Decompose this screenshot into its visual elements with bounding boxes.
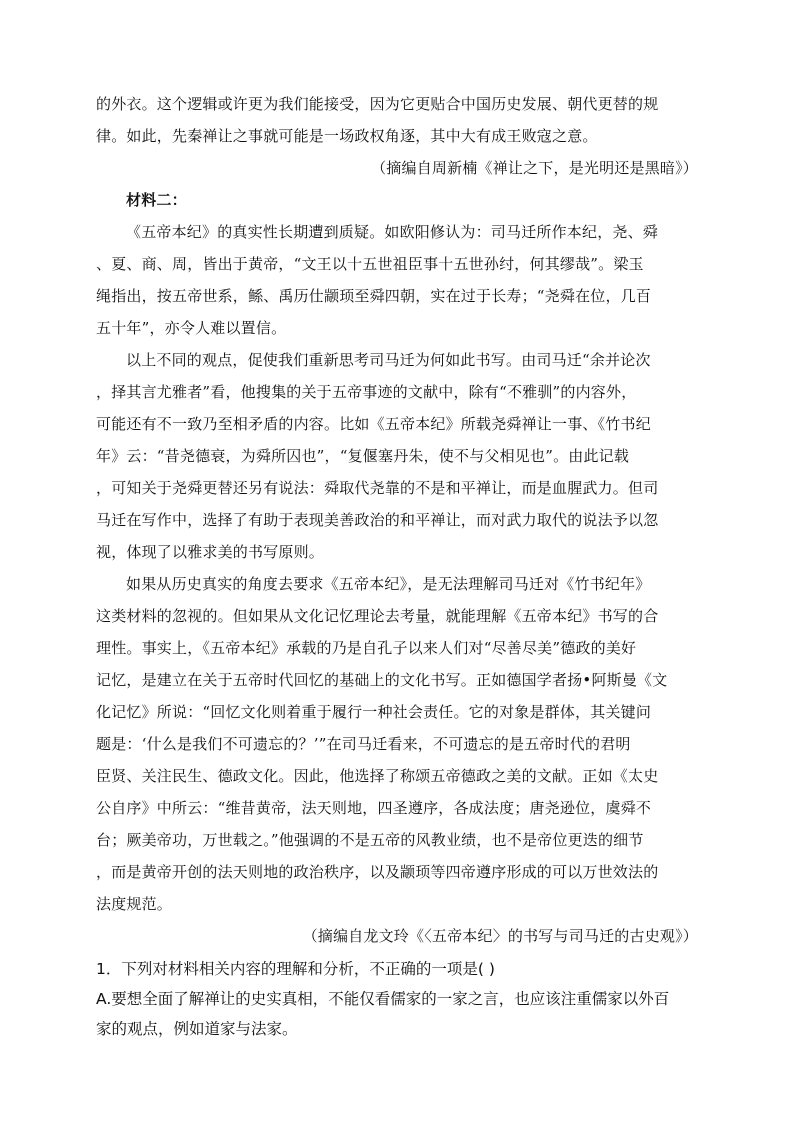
question-stem: 1．下列对材料相关内容的理解和分析，不正确的一项是( ) [96, 960, 495, 978]
option-a-line: A.要想全面了解禅让的史实真相，不能仅看儒家的一家之言，也应该注重儒家以外百 [96, 990, 670, 1008]
text-line: 视，体现了以雅求美的书写原则。 [96, 543, 325, 561]
text-line: 律。如此，先秦禅让之事就可能是一场政权角逐，其中大有成王败寇之意。 [96, 127, 598, 145]
text-line: 记忆，是建立在关于五帝时代回忆的基础上的文化书写。正如德国学者扬•阿斯曼《文 [96, 671, 668, 689]
option-a-line: 家的观点，例如道家与法家。 [96, 1020, 298, 1038]
text-line: 以上不同的观点，促使我们重新思考司马迁为何如此书写。由司马迁“余并论次 [126, 351, 651, 369]
material-two-source: （摘编自龙文玲《〈五帝本纪〉的书写与司马迁的古史观》） [302, 927, 698, 945]
text-line: 法度规范。 [96, 895, 173, 913]
paragraph [96, 216, 698, 344]
paragraph [96, 344, 698, 568]
text-line: 化记忆》所说：“回忆文化则着重于履行一种社会责任。它的对象是群体，其关键问 [96, 703, 652, 721]
text-line: 这类材料的忽视的。但如果从文化记忆理论去考量，就能理解《五帝本纪》书写的合 [96, 607, 659, 625]
text-line: 五十年”，亦令人难以置信。 [96, 319, 287, 337]
text-line: ，可知关于尧舜更替还另有说法：舜取代尧靠的不是和平禅让，而是血腥武力。但司 [96, 479, 659, 497]
text-line: 如果从历史真实的角度去要求《五帝本纪》，是无法理解司马迁对《竹书纪年》 [126, 575, 651, 593]
text-line: ，择其言尤雅者”看，他搜集的关于五帝事迹的文献中，除有“不雅驯”的内容外， [96, 383, 637, 401]
text-line: 臣贤、关注民生、德政文化。因此，他选择了称颂五帝德政之美的文献。正如《太史 [96, 767, 659, 785]
text-line: 马迁在写作中，选择了有助于表现美善政治的和平禅让，而对武力取代的说法予以忽 [96, 511, 659, 529]
text-line: 绳指出，按五帝世系，鲧、禹历仕颛顼至舜四朝，实在过于长寿；“尧舜在位，几百 [96, 287, 652, 305]
text-line: 的外衣。这个逻辑或许更为我们能接受，因为它更贴合中国历史发展、朝代更替的规 [96, 95, 659, 113]
material-two [96, 184, 698, 952]
text-line: 台；厥美帝功，万世载之。”他强调的不是五帝的风教业绩，也不是帝位更迭的细节 [96, 831, 644, 849]
question-one [96, 954, 698, 1044]
text-line: 可能还有不一致乃至相矛盾的内容。比如《五帝本纪》所载尧舜禅让一事、《竹书纪 [96, 415, 651, 433]
text-line: 、夏、商、周，皆出于黄帝，“文王以十五世祖臣事十五世孙纣，何其缪哉”。梁玉 [96, 255, 644, 273]
text-line: 理性。事实上，《五帝本纪》承载的乃是自孔子以来人们对“尽善尽美”德政的美好 [96, 639, 637, 657]
document-page [96, 88, 698, 1044]
text-line: 年》云：“昔尧德衰，为舜所囚也”，“复偃塞丹朱，使不与父相见也”。由此记载 [96, 447, 630, 465]
text-line: 公自序》中所云：“维昔黄帝，法天则地，四圣遵序，各成法度；唐尧逊位，虞舜不 [96, 799, 652, 817]
paragraph [96, 568, 698, 920]
material-one-tail [96, 88, 698, 184]
material-one-source: （摘编自周新楠《禅让之下，是光明还是黑暗》） [371, 159, 698, 177]
text-line: 《五帝本纪》的真实性长期遭到质疑。如欧阳修认为：司马迁所作本纪，尧、舜 [126, 223, 659, 241]
material-two-heading: 材料二： [126, 191, 187, 209]
text-line: 题是：‘什么是我们不可遗忘的？’”在司马迁看来，不可遗忘的是五帝时代的君明 [96, 735, 631, 753]
text-line: ，而是黄帝开创的法天则地的政治秩序，以及颛顼等四帝遵序形成的可以万世效法的 [96, 863, 659, 881]
